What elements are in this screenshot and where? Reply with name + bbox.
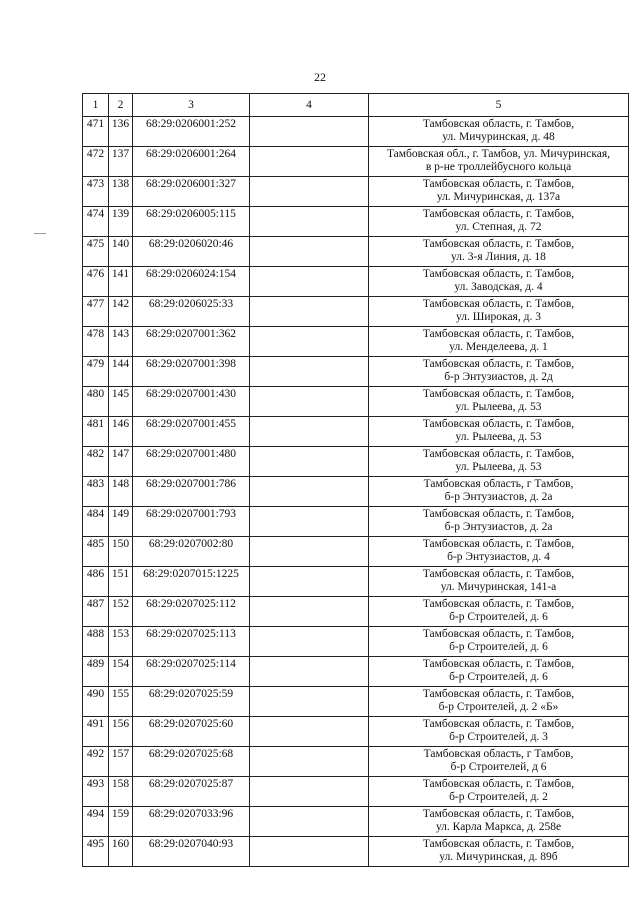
row-number-section: 159: [109, 807, 133, 837]
row-number-section: 144: [109, 357, 133, 387]
address-cell: [369, 627, 629, 657]
address-line-2: б-р Строителей, д. 2: [449, 791, 548, 803]
row-number-section: 137: [109, 147, 133, 177]
row-number-total: 486: [83, 567, 109, 597]
row-number-total: 483: [83, 477, 109, 507]
address-line-1: Тамбовская область, г. Тамбов,: [422, 328, 575, 340]
cadastral-number: 68:29:0207025:113: [133, 627, 250, 657]
row-number-section: 141: [109, 267, 133, 297]
address-cell: [369, 207, 629, 237]
row-number-section: 139: [109, 207, 133, 237]
row-number-total: 485: [83, 537, 109, 567]
address-cell: [369, 147, 629, 177]
row-number-total: 477: [83, 297, 109, 327]
column-4-cell: [250, 207, 369, 237]
cadastral-number: 68:29:0207015:1225: [133, 567, 250, 597]
row-number-section: 136: [109, 117, 133, 147]
row-number-total: 474: [83, 207, 109, 237]
row-number-total: 482: [83, 447, 109, 477]
table-row: [83, 387, 629, 417]
address-cell: [369, 117, 629, 147]
address-line-1: Тамбовская область, г. Тамбов,: [422, 658, 575, 670]
table-row: [83, 237, 629, 267]
table-row: [83, 117, 629, 147]
address-line-2: ул. Рылеева, д. 53: [455, 431, 542, 443]
address-line-1: Тамбовская область, г. Тамбов,: [422, 778, 575, 790]
table-row: [83, 597, 629, 627]
row-number-section: 146: [109, 417, 133, 447]
row-number-section: 143: [109, 327, 133, 357]
row-number-total: 481: [83, 417, 109, 447]
address-cell: [369, 177, 629, 207]
column-4-cell: [250, 297, 369, 327]
address-line-2: б-р Строителей, д. 6: [449, 641, 548, 653]
address-line-1: Тамбовская область, г. Тамбов,: [422, 178, 575, 190]
address-line-2: б-р Энтузиастов, д. 4: [447, 551, 550, 563]
address-line-1: Тамбовская область, г. Тамбов,: [422, 118, 575, 130]
row-number-section: 157: [109, 747, 133, 777]
header-col-2: 2: [109, 94, 133, 117]
row-number-total: 473: [83, 177, 109, 207]
column-4-cell: [250, 417, 369, 447]
cadastral-number: 68:29:0206025:33: [133, 297, 250, 327]
address-line-2: ул. Широкая, д. 3: [456, 311, 541, 323]
column-4-cell: [250, 627, 369, 657]
address-cell: [369, 837, 629, 867]
column-4-cell: [250, 837, 369, 867]
row-number-section: 156: [109, 717, 133, 747]
table-row: [83, 207, 629, 237]
address-line-2: б-р Строителей, д. 3: [449, 731, 548, 743]
row-number-total: 495: [83, 837, 109, 867]
row-number-total: 493: [83, 777, 109, 807]
table-row: [83, 837, 629, 867]
column-4-cell: [250, 657, 369, 687]
address-line-1: Тамбовская область, г. Тамбов,: [422, 718, 575, 730]
cadastral-number: 68:29:0207001:455: [133, 417, 250, 447]
column-4-cell: [250, 357, 369, 387]
column-4-cell: [250, 477, 369, 507]
row-number-section: 148: [109, 477, 133, 507]
table-row: [83, 777, 629, 807]
cadastral-number: 68:29:0207001:786: [133, 477, 250, 507]
table-row: [83, 267, 629, 297]
address-cell: [369, 267, 629, 297]
row-number-total: 488: [83, 627, 109, 657]
row-number-section: 158: [109, 777, 133, 807]
address-line-2: ул. 3-я Линия, д. 18: [451, 251, 546, 263]
row-number-total: 484: [83, 507, 109, 537]
column-4-cell: [250, 117, 369, 147]
margin-mark: [34, 233, 46, 234]
cadastral-number: 68:29:0207025:59: [133, 687, 250, 717]
table-header-row: [83, 94, 629, 117]
cadastral-number: 68:29:0207025:87: [133, 777, 250, 807]
address-cell: [369, 327, 629, 357]
cadastral-number: 68:29:0207040:93: [133, 837, 250, 867]
cadastral-number: 68:29:0206001:327: [133, 177, 250, 207]
address-line-2: ул. Рылеева, д. 53: [455, 401, 542, 413]
cadastral-number: 68:29:0207025:112: [133, 597, 250, 627]
column-4-cell: [250, 387, 369, 417]
address-cell: [369, 807, 629, 837]
row-number-total: 491: [83, 717, 109, 747]
address-cell: [369, 447, 629, 477]
column-4-cell: [250, 237, 369, 267]
address-cell: [369, 417, 629, 447]
address-line-1: Тамбовская область, г. Тамбов,: [422, 838, 575, 850]
address-cell: [369, 537, 629, 567]
address-line-2: ул. Карла Маркса, д. 258е: [435, 821, 562, 833]
column-4-cell: [250, 537, 369, 567]
table-row: [83, 567, 629, 597]
column-4-cell: [250, 177, 369, 207]
row-number-total: 489: [83, 657, 109, 687]
address-line-2: б-р Энтузиастов, д. 2а: [444, 491, 553, 503]
row-number-section: 152: [109, 597, 133, 627]
table-row: [83, 477, 629, 507]
table-row: [83, 357, 629, 387]
address-cell: [369, 477, 629, 507]
cadastral-number: 68:29:0206020:46: [133, 237, 250, 267]
address-line-2: в р-не троллейбусного кольца: [425, 161, 572, 173]
address-line-1: Тамбовская обл., г. Тамбов, ул. Мичуринская,: [386, 148, 611, 160]
address-line-1: Тамбовская область, г. Тамбов,: [422, 418, 575, 430]
address-line-1: Тамбовская область, г. Тамбов,: [422, 538, 575, 550]
header-col-5: 5: [369, 94, 629, 117]
row-number-total: 471: [83, 117, 109, 147]
address-line-2: б-р Строителей, д. 6: [449, 671, 548, 683]
address-line-1: Тамбовская область, г Тамбов,: [423, 748, 574, 760]
address-cell: [369, 717, 629, 747]
address-line-1: Тамбовская область, г Тамбов,: [423, 478, 574, 490]
row-number-section: 147: [109, 447, 133, 477]
cadastral-number: 68:29:0207001:480: [133, 447, 250, 477]
address-line-2: ул. Рылеева, д. 53: [455, 461, 542, 473]
address-line-1: Тамбовская область, г. Тамбов,: [422, 688, 575, 700]
column-4-cell: [250, 267, 369, 297]
row-number-section: 138: [109, 177, 133, 207]
address-line-2: б-р Энтузиастов, д. 2д: [444, 371, 553, 383]
address-line-2: ул. Мичуринская, д. 137а: [436, 191, 561, 203]
row-number-section: 160: [109, 837, 133, 867]
address-cell: [369, 687, 629, 717]
column-4-cell: [250, 597, 369, 627]
row-number-total: 494: [83, 807, 109, 837]
cadastral-number: 68:29:0207025:114: [133, 657, 250, 687]
address-line-1: Тамбовская область, г. Тамбов,: [422, 568, 575, 580]
row-number-section: 145: [109, 387, 133, 417]
address-cell: [369, 777, 629, 807]
table-row: [83, 147, 629, 177]
table-row: [83, 507, 629, 537]
table-row: [83, 537, 629, 567]
address-cell: [369, 357, 629, 387]
row-number-section: 140: [109, 237, 133, 267]
column-4-cell: [250, 147, 369, 177]
address-line-1: Тамбовская область, г. Тамбов,: [422, 388, 575, 400]
row-number-total: 492: [83, 747, 109, 777]
address-line-1: Тамбовская область, г. Тамбов,: [422, 448, 575, 460]
column-4-cell: [250, 507, 369, 537]
column-4-cell: [250, 447, 369, 477]
row-number-section: 142: [109, 297, 133, 327]
column-4-cell: [250, 567, 369, 597]
table-row: [83, 717, 629, 747]
table-row: [83, 747, 629, 777]
table-row: [83, 687, 629, 717]
address-line-2: ул. Мичуринская, 141-а: [440, 581, 557, 593]
row-number-section: 151: [109, 567, 133, 597]
address-line-1: Тамбовская область, г. Тамбов,: [422, 628, 575, 640]
cadastral-number: 68:29:0207001:793: [133, 507, 250, 537]
cadastral-number: 68:29:0207001:398: [133, 357, 250, 387]
row-number-total: 475: [83, 237, 109, 267]
row-number-total: 479: [83, 357, 109, 387]
address-line-1: Тамбовская область, г. Тамбов,: [422, 508, 575, 520]
property-table: [82, 93, 629, 867]
row-number-section: 155: [109, 687, 133, 717]
address-line-2: ул. Заводская, д. 4: [454, 281, 543, 293]
row-number-section: 149: [109, 507, 133, 537]
column-4-cell: [250, 687, 369, 717]
address-cell: [369, 657, 629, 687]
row-number-total: 487: [83, 597, 109, 627]
column-4-cell: [250, 747, 369, 777]
address-line-2: б-р Строителей, д 6: [450, 761, 547, 773]
address-line-2: ул. Степная, д. 72: [455, 221, 542, 233]
table-row: [83, 447, 629, 477]
cadastral-number: 68:29:0207001:362: [133, 327, 250, 357]
cadastral-number: 68:29:0206001:264: [133, 147, 250, 177]
address-line-2: ул. Мичуринская, д. 48: [442, 131, 555, 143]
address-line-1: Тамбовская область, г. Тамбов,: [422, 208, 575, 220]
table-row: [83, 417, 629, 447]
cadastral-number: 68:29:0206024:154: [133, 267, 250, 297]
cadastral-number: 68:29:0207033:96: [133, 807, 250, 837]
address-cell: [369, 597, 629, 627]
column-4-cell: [250, 717, 369, 747]
table-row: [83, 657, 629, 687]
column-4-cell: [250, 777, 369, 807]
cadastral-number: 68:29:0207025:68: [133, 747, 250, 777]
address-line-1: Тамбовская область, г. Тамбов,: [422, 298, 575, 310]
address-cell: [369, 297, 629, 327]
cadastral-number: 68:29:0207002:80: [133, 537, 250, 567]
address-line-1: Тамбовская область, г. Тамбов,: [422, 268, 575, 280]
row-number-total: 490: [83, 687, 109, 717]
table-row: [83, 627, 629, 657]
address-line-2: б-р Строителей, д. 2 «Б»: [438, 701, 559, 713]
address-cell: [369, 507, 629, 537]
address-cell: [369, 237, 629, 267]
row-number-section: 153: [109, 627, 133, 657]
row-number-section: 150: [109, 537, 133, 567]
address-line-2: ул. Менделеева, д. 1: [449, 341, 548, 353]
address-cell: [369, 567, 629, 597]
address-line-2: б-р Строителей, д. 6: [449, 611, 548, 623]
row-number-total: 472: [83, 147, 109, 177]
address-cell: [369, 387, 629, 417]
row-number-total: 478: [83, 327, 109, 357]
address-line-1: Тамбовская область, г. Тамбов,: [422, 808, 575, 820]
address-line-1: Тамбовская область, г. Тамбов,: [422, 358, 575, 370]
address-line-2: б-р Энтузиастов, д. 2а: [444, 521, 553, 533]
header-col-3: 3: [133, 94, 250, 117]
column-4-cell: [250, 807, 369, 837]
row-number-section: 154: [109, 657, 133, 687]
row-number-total: 480: [83, 387, 109, 417]
table-row: [83, 327, 629, 357]
address-cell: [369, 747, 629, 777]
cadastral-number: 68:29:0207001:430: [133, 387, 250, 417]
table-row: [83, 177, 629, 207]
header-col-1: 1: [83, 94, 109, 117]
address-line-1: Тамбовская область, г. Тамбов,: [422, 238, 575, 250]
table-row: [83, 807, 629, 837]
cadastral-number: 68:29:0206001:252: [133, 117, 250, 147]
cadastral-number: 68:29:0207025:60: [133, 717, 250, 747]
address-line-1: Тамбовская область, г. Тамбов,: [422, 598, 575, 610]
page-number: 22: [314, 70, 326, 84]
row-number-total: 476: [83, 267, 109, 297]
table-row: [83, 297, 629, 327]
header-col-4: 4: [250, 94, 369, 117]
cadastral-number: 68:29:0206005:115: [133, 207, 250, 237]
column-4-cell: [250, 327, 369, 357]
address-line-2: ул. Мичуринская, д. 89б: [439, 851, 558, 863]
table-body: [83, 117, 629, 867]
